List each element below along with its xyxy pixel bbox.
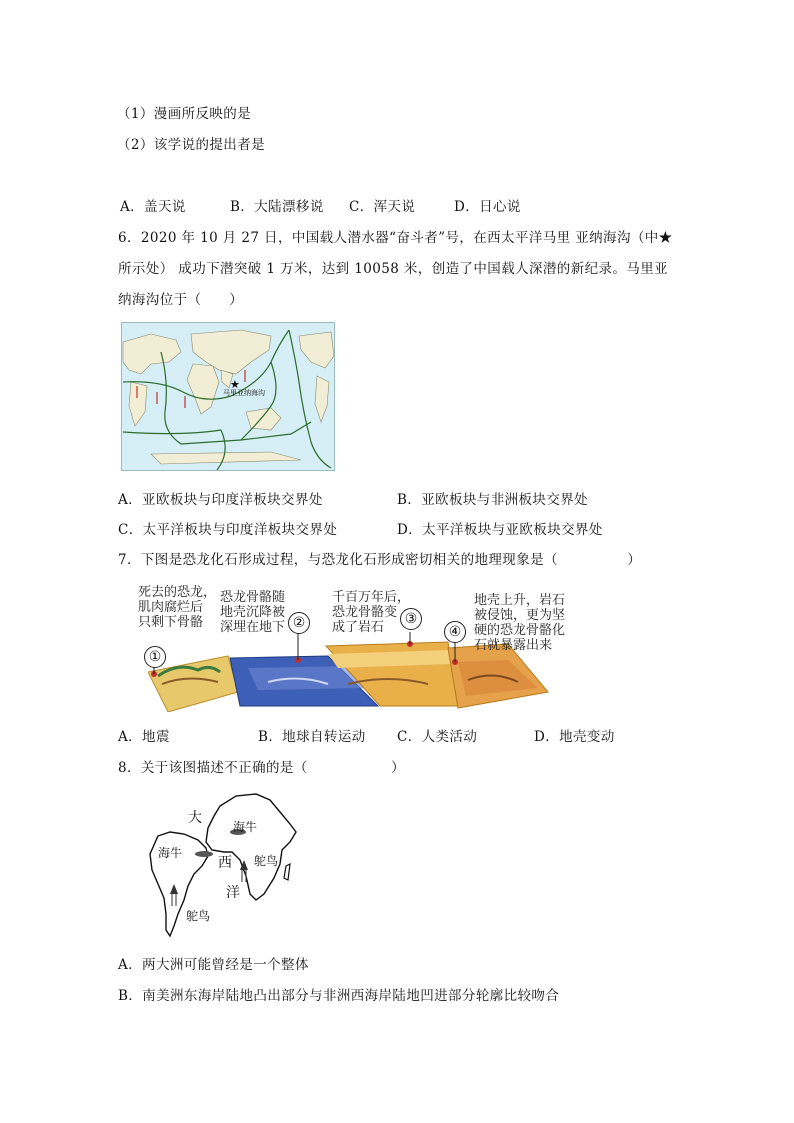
fossil-caption-4: 地壳上升，岩石 被侵蚀，更为坚 硬的恐龙骨骼化 石就暴露出来 (474, 593, 566, 653)
q7-stem: 7．下图是恐龙化石形成过程，与恐龙化石形成密切相关的地理现象是（ ） (118, 552, 642, 568)
svg-text:★: ★ (230, 378, 240, 391)
stage-marker-4: ④ (444, 621, 466, 643)
ocean-label-da: 大 (188, 810, 202, 826)
fossil-caption-1: 死去的恐龙， 肌肉腐烂后 只剩下骨骼 (138, 585, 217, 630)
q6-option-c: C．太平洋板块与印度洋板块交界处 (118, 522, 338, 538)
stage-marker-1: ① (144, 646, 166, 668)
q7-option-a: A．地震 (118, 729, 170, 745)
manatee-africa-label: 海牛 (233, 820, 258, 834)
q7-option-d: D．地壳变动 (534, 729, 615, 745)
manatee-south-america-label: 海牛 (158, 846, 183, 860)
fossil-caption-3: 千百万年后， 恐龙骨骼变 成了岩石 (332, 590, 411, 635)
ostrich-south-america-label: 鸵鸟 (186, 909, 211, 923)
ocean-label-yang: 洋 (226, 885, 240, 901)
q5-sub2: （2）该学说的提出者是 (117, 137, 265, 153)
q5-option-b: B．大陆漂移说 (230, 199, 324, 215)
q8-option-b: B．南美洲东海岸陆地凸出部分与非洲西海岸陆地凹进部分轮廓比较吻合 (118, 988, 560, 1004)
q6-option-a: A．亚欧板块与印度洋板块交界处 (118, 492, 323, 508)
q8-option-a: A．两大洲可能曾经是一个整体 (118, 957, 309, 973)
ocean-label-xi: 西 (218, 855, 232, 871)
q6-stem-line2: 所示处） 成功下潜突破 1 万米，达到 10058 米，创造了中国载人深潜的新纪录。马里亚 (118, 261, 668, 277)
q6-option-d: D．太平洋板块与亚欧板块交界处 (397, 522, 603, 538)
q6-stem-line1: 6．2020 年 10 月 27 日，中国载人潜水器“奋斗者”号，在西太平洋马里 亚纳海沟（中★ (118, 230, 673, 246)
q7-option-c: C．人类活动 (397, 729, 478, 745)
q8-stem: 8．关于该图描述不正确的是（ ） (118, 760, 405, 776)
q6-stem-line3: 纳海沟位于（ ） (118, 292, 244, 308)
q5-sub1: （1）漫画所反映的是 (117, 106, 252, 122)
q7-option-b: B．地球自转运动 (258, 729, 366, 745)
q5-option-c: C．浑天说 (349, 199, 416, 215)
ostrich-africa-label: 鸵鸟 (254, 854, 279, 868)
q6-option-b: B．亚欧板块与非洲板块交界处 (397, 492, 589, 508)
mariana-trench-label: 马里亚纳海沟 (223, 389, 265, 397)
q5-option-a: A．盖天说 (120, 199, 186, 215)
fossil-caption-2: 恐龙骨骼随 地壳沉降被 深埋在地下 (220, 590, 286, 635)
stage-marker-3: ③ (400, 608, 422, 630)
stage-marker-2: ② (288, 612, 310, 634)
q5-option-d: D．日心说 (454, 199, 521, 215)
